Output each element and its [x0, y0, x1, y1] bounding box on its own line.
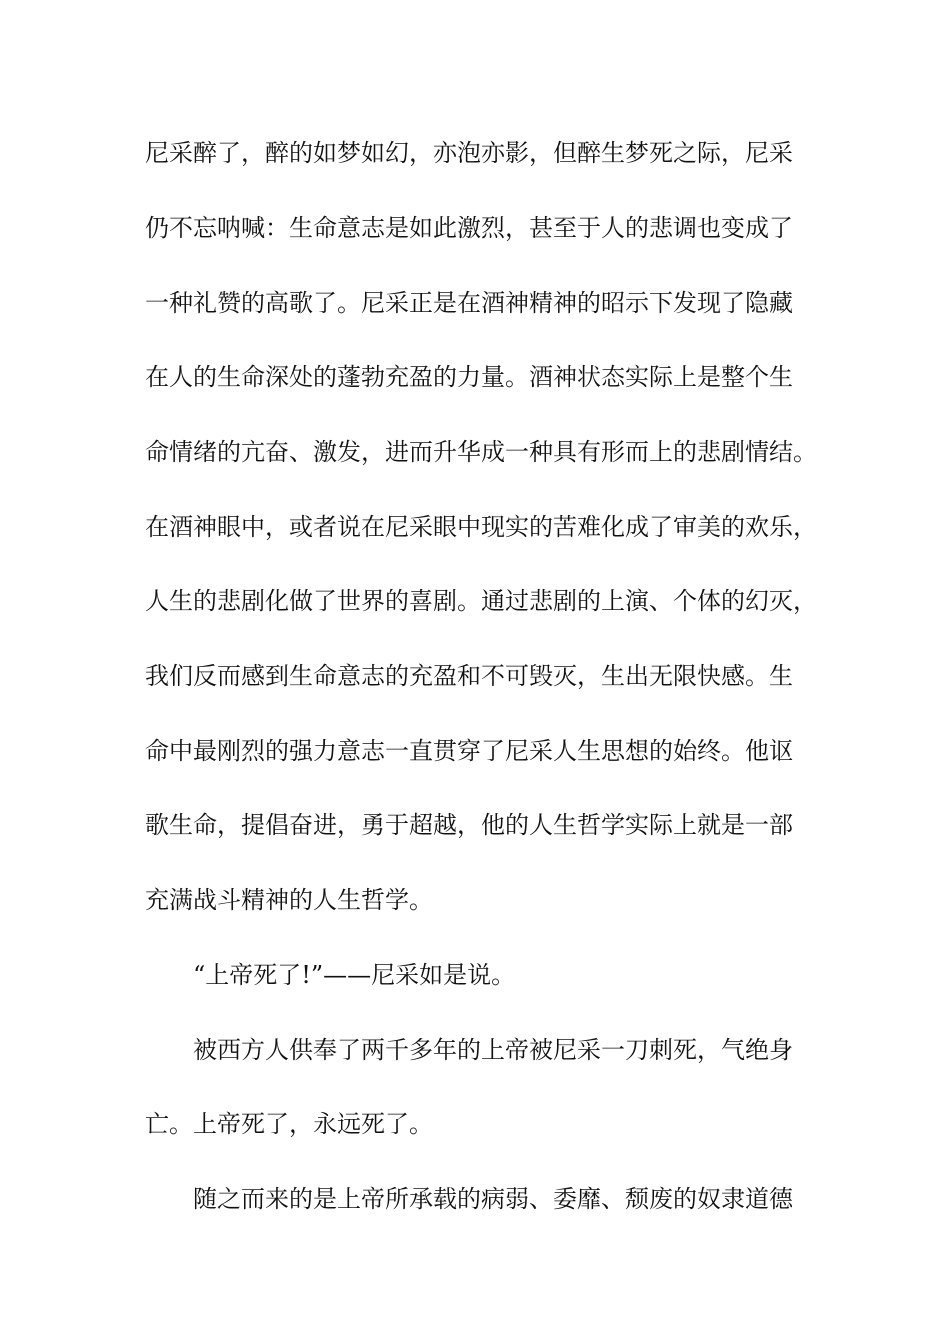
- text-line: 命情绪的亢奋、激发，进而升华成一种具有形而上的悲剧情结。: [145, 438, 817, 466]
- text-line: 随之而来的是上帝所承载的病弱、委靡、颓废的奴隶道德: [193, 1185, 793, 1213]
- text-line: 充满战斗精神的人生哲学。: [145, 886, 433, 914]
- text-line: 我们反而感到生命意志的充盈和不可毁灭，生出无限快感。生: [145, 662, 793, 690]
- text-line: 尼采醉了，醉的如梦如幻，亦泡亦影，但醉生梦死之际，尼采: [145, 139, 793, 167]
- text-line: 在酒神眼中，或者说在尼采眼中现实的苦难化成了审美的欢乐，: [145, 513, 817, 541]
- text-line: 仍不忘呐喊：生命意志是如此激烈，甚至于人的悲调也变成了: [145, 214, 793, 242]
- text-line: 人生的悲剧化做了世界的喜剧。通过悲剧的上演、个体的幻灭，: [145, 587, 817, 615]
- text-line: 在人的生命深处的蓬勃充盈的力量。酒神状态实际上是整个生: [145, 363, 793, 391]
- text-line: 命中最刚烈的强力意志一直贯穿了尼采人生思想的始终。他讴: [145, 737, 793, 765]
- text-line: 亡。上帝死了，永远死了。: [145, 1110, 433, 1138]
- text-line: 被西方人供奉了两千多年的上帝被尼采一刀刺死，气绝身: [193, 1036, 793, 1064]
- text-line: “上帝死了!”——尼采如是说。: [193, 961, 516, 989]
- text-line: 歌生命，提倡奋进，勇于超越，他的人生哲学实际上就是一部: [145, 811, 793, 839]
- text-line: 一种礼赞的高歌了。尼采正是在酒神精神的昭示下发现了隐藏: [145, 289, 793, 317]
